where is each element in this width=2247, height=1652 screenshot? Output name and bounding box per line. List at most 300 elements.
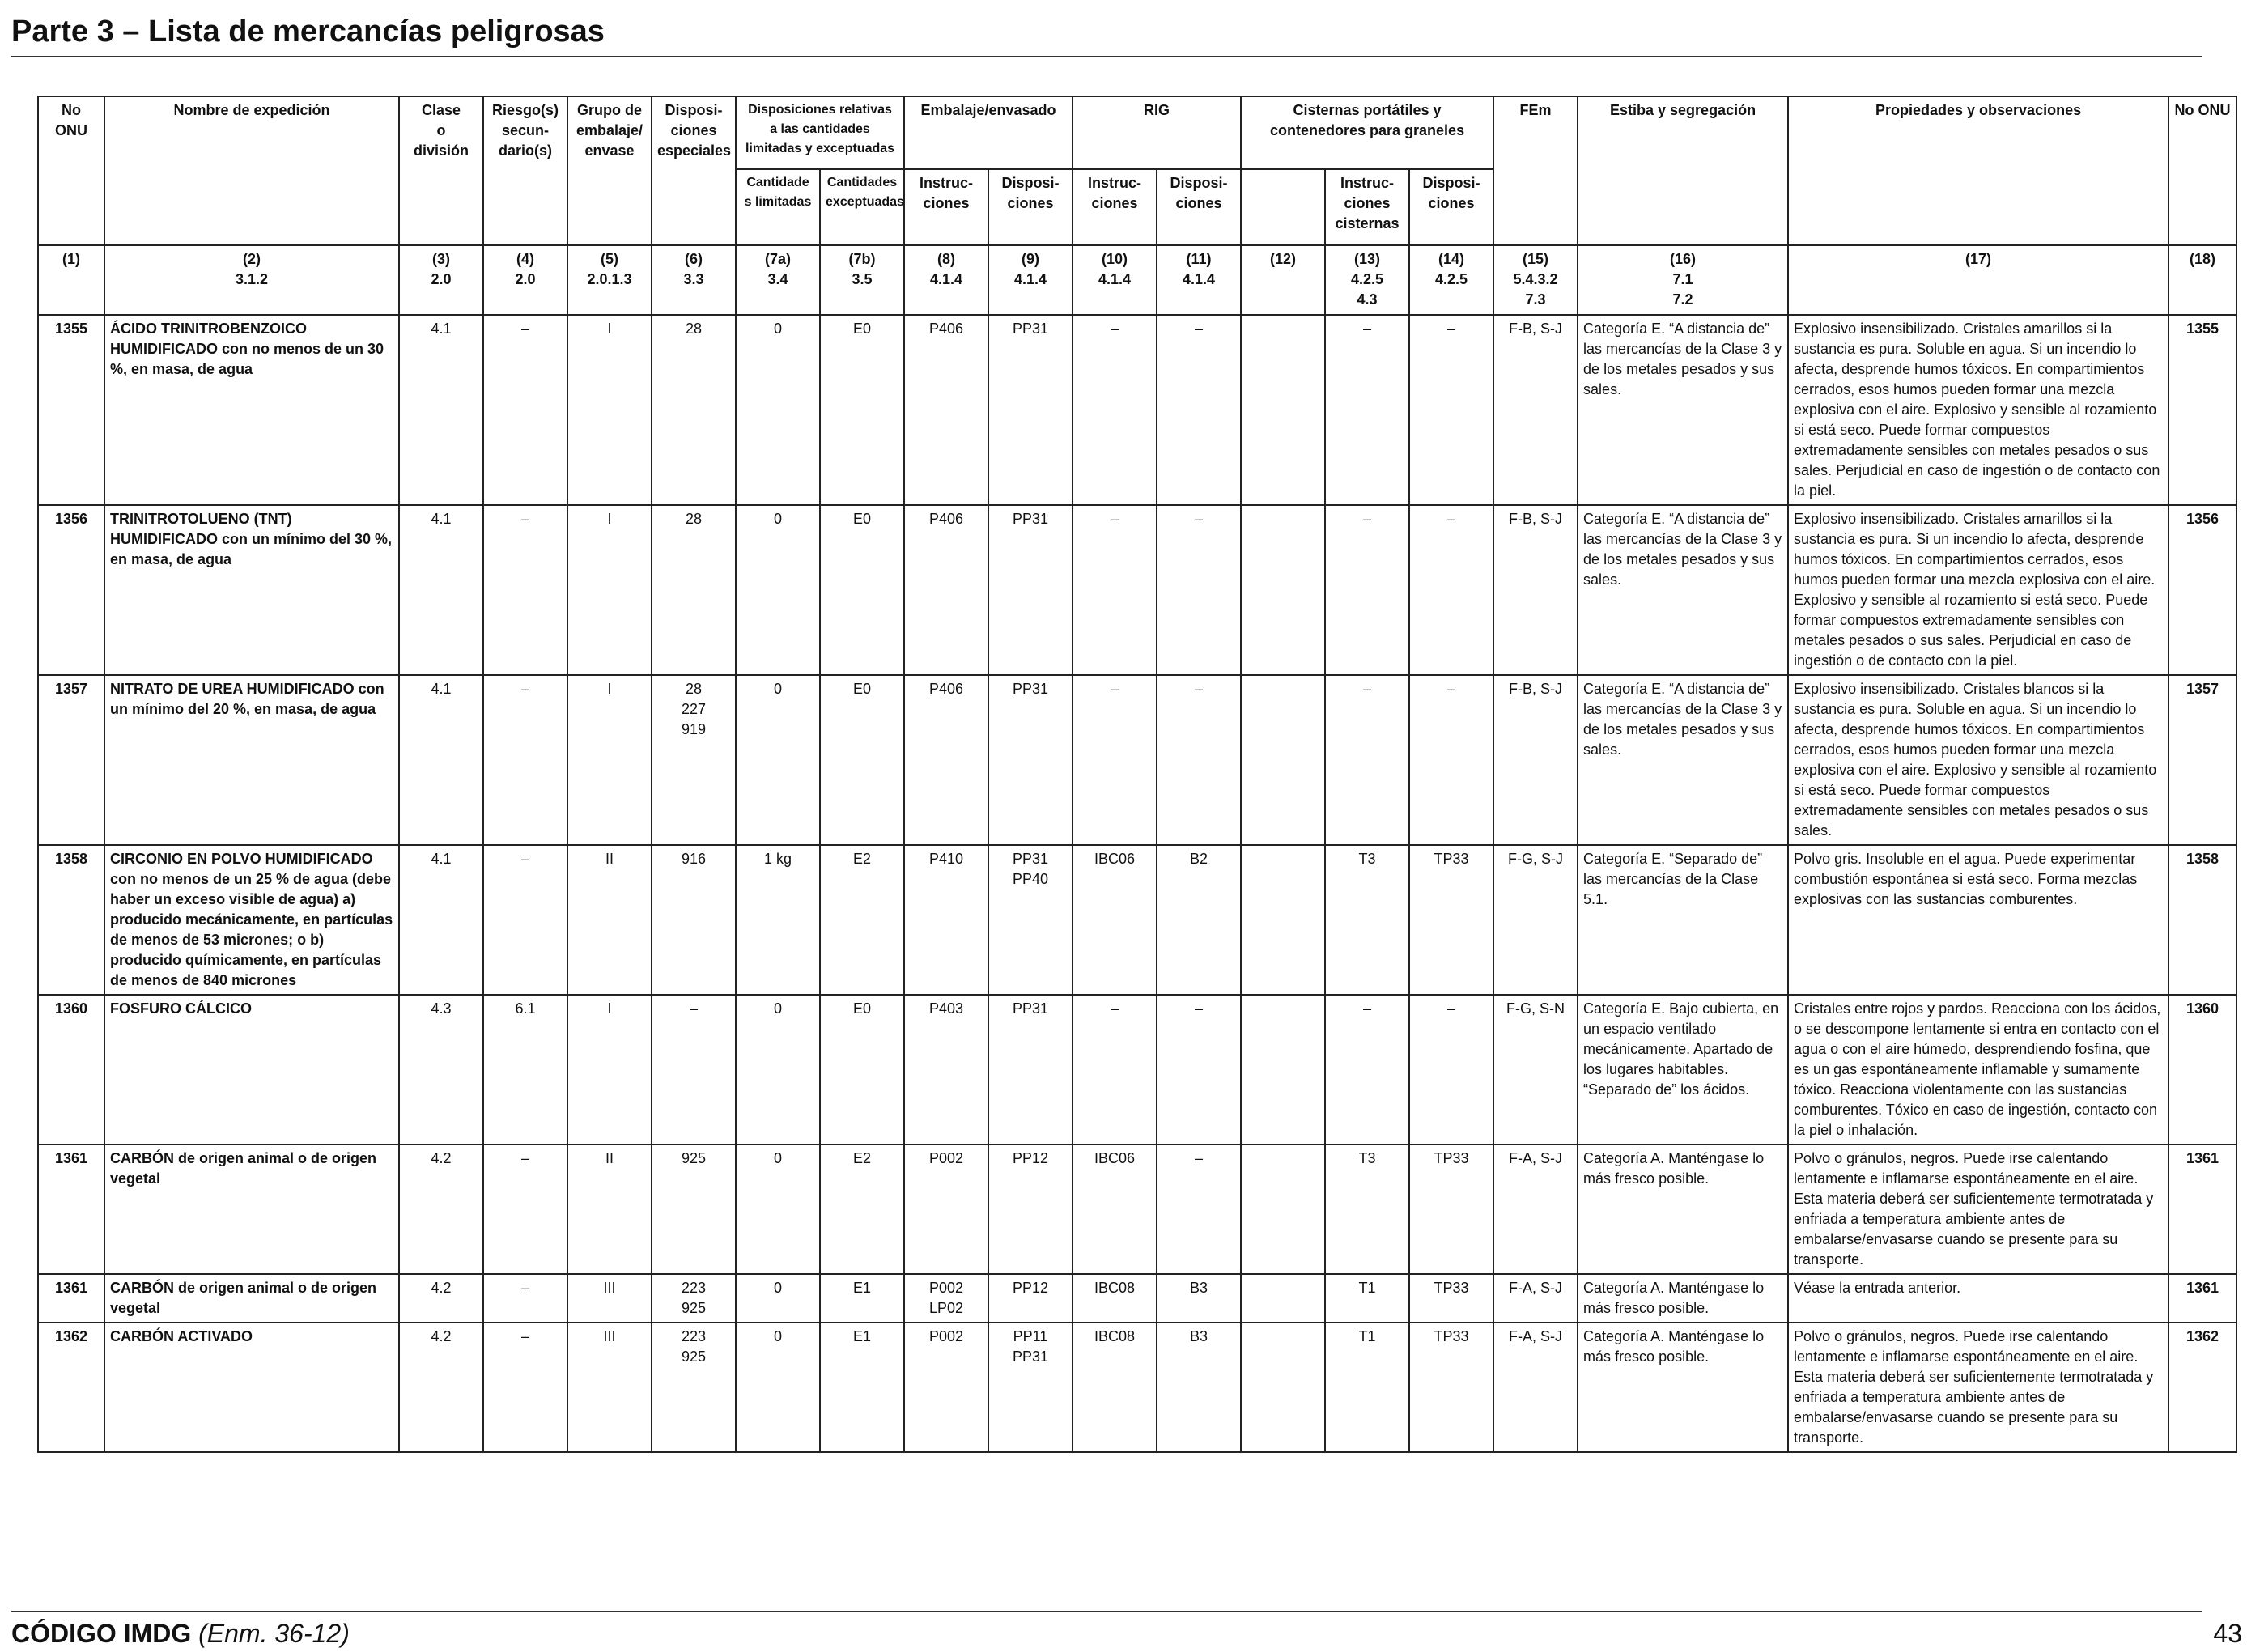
sub-risk-cell: – bbox=[483, 675, 567, 845]
limited-qty-cell: 1 kg bbox=[736, 845, 820, 995]
cell-line: Grupo de bbox=[577, 102, 642, 118]
tank-instr-cell: T3 bbox=[1325, 845, 1409, 995]
cell-line: limitadas y exceptuadas bbox=[745, 142, 895, 155]
cell-line: 227 bbox=[681, 701, 707, 717]
ibc-prov-cell: – bbox=[1157, 675, 1241, 845]
packing-prov-cell bbox=[988, 845, 1073, 995]
col-header-special-provisions bbox=[652, 96, 736, 245]
cell-line: 4.2.5 bbox=[1350, 271, 1384, 287]
sub-risk-cell: – bbox=[483, 1274, 567, 1323]
cell-line: (17) bbox=[1965, 251, 1992, 267]
special-provisions-cell bbox=[652, 1145, 736, 1274]
cell-line: (11) bbox=[1186, 251, 1212, 267]
excepted-qty-cell: E2 bbox=[820, 1145, 904, 1274]
cell-line: 2.0.1.3 bbox=[587, 271, 632, 287]
col-header-tanks bbox=[1241, 96, 1493, 169]
un-number: 1361 bbox=[38, 1145, 104, 1274]
column-number-4 bbox=[483, 245, 567, 315]
tank-instr-cell: T1 bbox=[1325, 1274, 1409, 1323]
packing-prov-cell bbox=[988, 675, 1073, 845]
tank-prov-cell: TP33 bbox=[1409, 1145, 1493, 1274]
cell-line: P002 bbox=[928, 1328, 964, 1344]
tank-instr-cell: – bbox=[1325, 675, 1409, 845]
col-header-limited-excepted bbox=[736, 96, 904, 169]
cell-line: PP31 bbox=[1012, 851, 1049, 867]
cell-line: 4.1.4 bbox=[1098, 271, 1132, 287]
col-header-tank-instr bbox=[1325, 169, 1409, 245]
packing-group-cell: II bbox=[567, 1145, 652, 1274]
cell-line: (4) bbox=[516, 251, 534, 267]
un-number-right: 1360 bbox=[2168, 995, 2236, 1145]
tank-instr-cell: – bbox=[1325, 315, 1409, 505]
cell-line: 4.1.4 bbox=[1182, 271, 1216, 287]
cell-line: (7b) bbox=[848, 251, 876, 267]
col-header-class bbox=[399, 96, 483, 245]
cell-line: 7.2 bbox=[1672, 291, 1693, 308]
footer-amendment: (Enm. 36-12) bbox=[198, 1619, 350, 1648]
packing-instr-cell bbox=[904, 675, 988, 845]
cell-line: envase bbox=[584, 142, 635, 159]
ibc-instr-cell: IBC08 bbox=[1073, 1274, 1157, 1323]
col-header-ibc-instr bbox=[1073, 169, 1157, 245]
tank-instr-cell: – bbox=[1325, 995, 1409, 1145]
limited-qty-cell: 0 bbox=[736, 1274, 820, 1323]
class-cell: 4.3 bbox=[399, 995, 483, 1145]
cell-line: Cisternas portátiles y bbox=[1293, 102, 1442, 118]
cell-line: Disposi- bbox=[665, 102, 723, 118]
excepted-qty-cell: E0 bbox=[820, 675, 904, 845]
col-header-pack-instr bbox=[904, 169, 988, 245]
cell-line: 223 bbox=[681, 1280, 707, 1296]
col-header-col12 bbox=[1241, 169, 1325, 245]
shipping-name: TRINITROTOLUENO (TNT) HUMIDIFICADO con un mínimo del 30 %, en masa, de agua bbox=[104, 505, 399, 675]
properties-cell: Explosivo insensibilizado. Cristales amarillos si la sustancia es pura. Soluble en agua. Si un incendio lo afecta, desprende humos tóxicos. En compartimientos cerrados, esos humos pueden formar una mezcla explosiva con el aire. Explosivo y sensible al rozamiento si está seco. Puede formar compuestos extremadamente sensibles con metales pesados o sus sales. Perjudicial en caso de ingestión o de contacto con la piel. bbox=[1788, 315, 2168, 505]
cell-line: P406 bbox=[928, 321, 964, 337]
col-header-un-no-right: No ONU bbox=[2168, 96, 2236, 245]
column-number-15 bbox=[1409, 245, 1493, 315]
cell-line: PP12 bbox=[1012, 1150, 1049, 1166]
col-header-stowage: Estiba y segregación bbox=[1578, 96, 1788, 245]
cell-line: 3.4 bbox=[767, 271, 788, 287]
cell-line: 925 bbox=[681, 1348, 707, 1365]
shipping-name: NITRATO DE UREA HUMIDIFICADO con un mínimo del 20 %, en masa, de agua bbox=[104, 675, 399, 845]
cell-line: PP31 bbox=[1012, 321, 1049, 337]
cell-line: (10) bbox=[1101, 251, 1128, 267]
excepted-qty-cell: E1 bbox=[820, 1323, 904, 1452]
column-number-12 bbox=[1157, 245, 1241, 315]
stowage-cell: Categoría E. “A distancia de” las mercancías de la Clase 3 y de los metales pesados y sus sales. bbox=[1578, 315, 1788, 505]
packing-group-cell: I bbox=[567, 675, 652, 845]
cell-line: 7.1 bbox=[1672, 271, 1693, 287]
packing-prov-cell bbox=[988, 315, 1073, 505]
packing-prov-cell bbox=[988, 1323, 1073, 1452]
column-number-9 bbox=[904, 245, 988, 315]
footer-document-id bbox=[11, 1619, 350, 1649]
special-provisions-cell bbox=[652, 505, 736, 675]
excepted-qty-cell: E1 bbox=[820, 1274, 904, 1323]
sub-risk-cell: – bbox=[483, 1323, 567, 1452]
col-header-excepted-qty bbox=[820, 169, 904, 245]
cell-line: contenedores para graneles bbox=[1269, 122, 1465, 138]
cell-line: 3.3 bbox=[683, 271, 704, 287]
shipping-name: CARBÓN de origen animal o de origen vegetal bbox=[104, 1145, 399, 1274]
cell-line: Instruc- bbox=[919, 175, 973, 191]
col12-cell bbox=[1241, 315, 1325, 505]
class-cell: 4.2 bbox=[399, 1274, 483, 1323]
properties-cell: Polvo o gránulos, negros. Puede irse calentando lentamente e inflamarse espontáneamente en el aire. Esta materia deberá ser suficientemente termotratada y enfriada a temperatura ambiente antes de embalarse/envasarse cuando se presente para su transporte. bbox=[1788, 1145, 2168, 1274]
cell-line: cisternas bbox=[1335, 215, 1400, 231]
tank-instr-cell: T1 bbox=[1325, 1323, 1409, 1452]
tank-prov-cell: – bbox=[1409, 315, 1493, 505]
cell-line: 4.2.5 bbox=[1435, 271, 1468, 287]
special-provisions-cell bbox=[652, 995, 736, 1145]
table-row bbox=[38, 1145, 2236, 1274]
page-title: Parte 3 – Lista de mercancías peligrosas bbox=[11, 15, 605, 49]
un-number-right: 1355 bbox=[2168, 315, 2236, 505]
un-number: 1356 bbox=[38, 505, 104, 675]
cell-line: (6) bbox=[685, 251, 703, 267]
table-row bbox=[38, 995, 2236, 1145]
ibc-instr-cell: – bbox=[1073, 505, 1157, 675]
packing-prov-cell bbox=[988, 995, 1073, 1145]
cell-line: (16) bbox=[1670, 251, 1697, 267]
properties-cell: Explosivo insensibilizado. Cristales blancos si la sustancia es pura. Soluble en agua. Si un incendio lo afecta, desprende humos tóxicos. En compartimientos cerrados, esos humos pueden formar una mezcla explosiva con el aire. Explosivo y sensible al rozamiento si está seco. Puede formar compuestos extremadamente sensibles con metales pesados o sus sales. bbox=[1788, 675, 2168, 845]
cell-line: P406 bbox=[928, 681, 964, 697]
cell-line: exceptuadas bbox=[826, 195, 904, 209]
cell-line: ciones bbox=[1175, 195, 1222, 211]
un-number: 1362 bbox=[38, 1323, 104, 1452]
shipping-name: FOSFURO CÁLCICO bbox=[104, 995, 399, 1145]
excepted-qty-cell: E2 bbox=[820, 845, 904, 995]
ems-cell: F-B, S-J bbox=[1493, 505, 1578, 675]
sub-risk-cell: – bbox=[483, 505, 567, 675]
cell-line: (14) bbox=[1438, 251, 1465, 267]
special-provisions-cell bbox=[652, 315, 736, 505]
cell-line: embalaje/ bbox=[576, 122, 644, 138]
stowage-cell: Categoría A. Manténgase lo más fresco posible. bbox=[1578, 1145, 1788, 1274]
cell-line: 919 bbox=[681, 721, 707, 737]
packing-instr-cell bbox=[904, 1274, 988, 1323]
cell-line: a las cantidades bbox=[770, 122, 870, 136]
excepted-qty-cell: E0 bbox=[820, 315, 904, 505]
cell-line: Instruc- bbox=[1087, 175, 1141, 191]
cell-line: Disposiciones relativas bbox=[748, 103, 892, 117]
shipping-name: CARBÓN de origen animal o de origen vegetal bbox=[104, 1274, 399, 1323]
table-row bbox=[38, 315, 2236, 505]
cell-line: (8) bbox=[937, 251, 955, 267]
cell-line: s limitadas bbox=[744, 195, 812, 209]
ems-cell: F-B, S-J bbox=[1493, 675, 1578, 845]
un-number: 1357 bbox=[38, 675, 104, 845]
special-provisions-cell bbox=[652, 845, 736, 995]
column-number-13 bbox=[1241, 245, 1325, 315]
packing-prov-cell bbox=[988, 1274, 1073, 1323]
ems-cell: F-G, S-N bbox=[1493, 995, 1578, 1145]
cell-line: Instruc- bbox=[1340, 175, 1395, 191]
column-number-16 bbox=[1493, 245, 1578, 315]
cell-line: (3) bbox=[432, 251, 450, 267]
un-number-right: 1356 bbox=[2168, 505, 2236, 675]
column-number-17 bbox=[1578, 245, 1788, 315]
stowage-cell: Categoría E. “A distancia de” las mercancías de la Clase 3 y de los metales pesados y sus sales. bbox=[1578, 505, 1788, 675]
col-header-properties: Propiedades y observaciones bbox=[1788, 96, 2168, 245]
cell-line: 28 bbox=[685, 511, 703, 527]
cell-line: (7a) bbox=[764, 251, 791, 267]
limited-qty-cell: 0 bbox=[736, 1323, 820, 1452]
ibc-prov-cell: – bbox=[1157, 995, 1241, 1145]
un-number: 1355 bbox=[38, 315, 104, 505]
col-header-packing: Embalaje/envasado bbox=[904, 96, 1073, 169]
ibc-prov-cell: B2 bbox=[1157, 845, 1241, 995]
cell-line: (13) bbox=[1354, 251, 1381, 267]
excepted-qty-cell: E0 bbox=[820, 505, 904, 675]
ibc-prov-cell: – bbox=[1157, 505, 1241, 675]
page-header bbox=[11, 15, 2202, 57]
ibc-instr-cell: – bbox=[1073, 675, 1157, 845]
cell-line: 4.1.4 bbox=[1013, 271, 1047, 287]
cell-line: 223 bbox=[681, 1328, 707, 1344]
cell-line: 925 bbox=[681, 1300, 707, 1316]
table-row bbox=[38, 845, 2236, 995]
table-body bbox=[38, 315, 2236, 1452]
cell-line: (9) bbox=[1022, 251, 1039, 267]
col-header-ems: FEm bbox=[1493, 96, 1578, 245]
cell-line: (18) bbox=[2190, 251, 2216, 267]
cell-line: LP02 bbox=[928, 1300, 964, 1316]
cell-line: 2.0 bbox=[515, 271, 536, 287]
cell-line: dario(s) bbox=[498, 142, 552, 159]
sub-risk-cell: – bbox=[483, 1145, 567, 1274]
special-provisions-cell bbox=[652, 1323, 736, 1452]
packing-instr-cell bbox=[904, 505, 988, 675]
cell-line: (1) bbox=[62, 251, 80, 267]
sub-risk-cell: – bbox=[483, 315, 567, 505]
un-number: 1361 bbox=[38, 1274, 104, 1323]
cell-line: PP31 bbox=[1012, 681, 1049, 697]
packing-group-cell: II bbox=[567, 845, 652, 995]
special-provisions-cell bbox=[652, 675, 736, 845]
cell-line: (5) bbox=[601, 251, 618, 267]
cell-line: (15) bbox=[1523, 251, 1549, 267]
cell-line: P002 bbox=[928, 1150, 964, 1166]
shipping-name: CARBÓN ACTIVADO bbox=[104, 1323, 399, 1452]
cell-line: ciones bbox=[923, 195, 970, 211]
class-cell: 4.1 bbox=[399, 675, 483, 845]
ibc-prov-cell: B3 bbox=[1157, 1323, 1241, 1452]
cell-line: o bbox=[436, 122, 446, 138]
cell-line: Disposi- bbox=[1170, 175, 1228, 191]
col-header-name: Nombre de expedición bbox=[104, 96, 399, 245]
column-number-18 bbox=[1788, 245, 2168, 315]
class-cell: 4.2 bbox=[399, 1323, 483, 1452]
excepted-qty-cell: E0 bbox=[820, 995, 904, 1145]
un-number-right: 1358 bbox=[2168, 845, 2236, 995]
cell-line: ciones bbox=[1007, 195, 1054, 211]
cell-line: ciones bbox=[670, 122, 717, 138]
tank-prov-cell: – bbox=[1409, 675, 1493, 845]
cell-line: Disposi- bbox=[1001, 175, 1060, 191]
column-number-3 bbox=[399, 245, 483, 315]
cell-line: P406 bbox=[928, 511, 964, 527]
un-number: 1360 bbox=[38, 995, 104, 1145]
cell-line: Disposi- bbox=[1422, 175, 1480, 191]
cell-line: PP12 bbox=[1012, 1280, 1049, 1296]
col12-cell bbox=[1241, 1145, 1325, 1274]
col-header-packing-group bbox=[567, 96, 652, 245]
cell-line: PP31 bbox=[1012, 1348, 1049, 1365]
tank-prov-cell: TP33 bbox=[1409, 845, 1493, 995]
properties-cell: Cristales entre rojos y pardos. Reacciona con los ácidos, o se descompone lentamente si entra en contacto con el agua o con el aire húmedo, desprendiendo fosfina, que es un gas espontáneamente inflamable y sumamente tóxico. Reacciona violentamente con las sustancias comburentes. Tóxico en caso de ingestión, contacto con la piel o inhalación. bbox=[1788, 995, 2168, 1145]
table-row bbox=[38, 1323, 2236, 1452]
un-number: 1358 bbox=[38, 845, 104, 995]
tank-prov-cell: – bbox=[1409, 505, 1493, 675]
properties-cell: Explosivo insensibilizado. Cristales amarillos si la sustancia es pura. Si un incendio lo afecta, desprende humos tóxicos. En compartimientos cerrados, esos humos pueden formar una mezcla explosiva con el aire. Explosivo y sensible al rozamiento si está seco. Puede formar compuestos extremadamente sensibles con metales pesados o sus sales. Perjudicial en caso de ingestión o de contacto con la piel. bbox=[1788, 505, 2168, 675]
tank-prov-cell: – bbox=[1409, 995, 1493, 1145]
cell-line: (2) bbox=[243, 251, 261, 267]
column-number-2 bbox=[104, 245, 399, 315]
col-header-sub-risk bbox=[483, 96, 567, 245]
stowage-cell: Categoría A. Manténgase lo más fresco posible. bbox=[1578, 1323, 1788, 1452]
ems-cell: F-B, S-J bbox=[1493, 315, 1578, 505]
cell-line: división bbox=[413, 142, 469, 159]
ems-cell: F-G, S-J bbox=[1493, 845, 1578, 995]
stowage-cell: Categoría E. “Separado de” las mercancías de la Clase 5.1. bbox=[1578, 845, 1788, 995]
stowage-cell: Categoría A. Manténgase lo más fresco posible. bbox=[1578, 1274, 1788, 1323]
cell-line: 916 bbox=[681, 851, 707, 867]
table-row bbox=[38, 505, 2236, 675]
limited-qty-cell: 0 bbox=[736, 995, 820, 1145]
sub-risk-cell: 6.1 bbox=[483, 995, 567, 1145]
stowage-cell: Categoría E. “A distancia de” las mercancías de la Clase 3 y de los metales pesados y sus sales. bbox=[1578, 675, 1788, 845]
cell-line: 28 bbox=[685, 681, 703, 697]
packing-group-cell: I bbox=[567, 315, 652, 505]
ems-cell: F-A, S-J bbox=[1493, 1145, 1578, 1274]
packing-group-cell: I bbox=[567, 995, 652, 1145]
cell-line: – bbox=[689, 1000, 698, 1017]
col-header-un-no: No ONU bbox=[38, 96, 104, 245]
cell-line: PP40 bbox=[1012, 871, 1049, 887]
ems-cell: F-A, S-J bbox=[1493, 1274, 1578, 1323]
col-header-pack-prov bbox=[988, 169, 1073, 245]
table-container bbox=[37, 96, 2236, 1453]
dangerous-goods-table bbox=[37, 96, 2237, 1453]
table-row bbox=[38, 1274, 2236, 1323]
cell-line: PP31 bbox=[1012, 511, 1049, 527]
packing-group-cell: III bbox=[567, 1323, 652, 1452]
ibc-instr-cell: – bbox=[1073, 995, 1157, 1145]
cell-line: 7.3 bbox=[1525, 291, 1546, 308]
stowage-cell: Categoría E. Bajo cubierta, en un espacio ventilado mecánicamente. Apartado de los lugares habitables. “Separado de” los ácidos. bbox=[1578, 995, 1788, 1145]
cell-line: Riesgo(s) bbox=[491, 102, 559, 118]
cell-line: 5.4.3.2 bbox=[1513, 271, 1558, 287]
limited-qty-cell: 0 bbox=[736, 315, 820, 505]
column-number-7 bbox=[736, 245, 820, 315]
class-cell: 4.1 bbox=[399, 315, 483, 505]
cell-line: PP11 bbox=[1013, 1328, 1048, 1344]
column-number-6 bbox=[652, 245, 736, 315]
cell-line: (12) bbox=[1270, 251, 1297, 267]
cell-line: Clase bbox=[421, 102, 461, 118]
packing-instr-cell bbox=[904, 845, 988, 995]
shipping-name: ÁCIDO TRINITROBENZOICO HUMIDIFICADO con no menos de un 30 %, en masa, de agua bbox=[104, 315, 399, 505]
properties-cell: Polvo gris. Insoluble en el agua. Puede experimentar combustión espontánea si está seco. Forma mezclas explosivas con las sustancias comburentes. bbox=[1788, 845, 2168, 995]
col12-cell bbox=[1241, 675, 1325, 845]
cell-line: P403 bbox=[928, 1000, 964, 1017]
sub-risk-cell: – bbox=[483, 845, 567, 995]
col-header-ibc: RIG bbox=[1073, 96, 1241, 169]
limited-qty-cell: 0 bbox=[736, 505, 820, 675]
page-number: 43 bbox=[2213, 1619, 2242, 1648]
cell-line: 3.5 bbox=[852, 271, 873, 287]
un-number-right: 1361 bbox=[2168, 1145, 2236, 1274]
tank-prov-cell: TP33 bbox=[1409, 1323, 1493, 1452]
column-number-10 bbox=[988, 245, 1073, 315]
footer-code: CÓDIGO IMDG bbox=[11, 1619, 192, 1648]
ibc-instr-cell: IBC08 bbox=[1073, 1323, 1157, 1452]
ibc-instr-cell: – bbox=[1073, 315, 1157, 505]
col-header-limited-qty bbox=[736, 169, 820, 245]
cell-line: 2.0 bbox=[431, 271, 452, 287]
column-number-8 bbox=[820, 245, 904, 315]
cell-line: ciones bbox=[1428, 195, 1475, 211]
ibc-instr-cell: IBC06 bbox=[1073, 845, 1157, 995]
col12-cell bbox=[1241, 1323, 1325, 1452]
limited-qty-cell: 0 bbox=[736, 675, 820, 845]
un-number-right: 1361 bbox=[2168, 1274, 2236, 1323]
limited-qty-cell: 0 bbox=[736, 1145, 820, 1274]
cell-line: 4.1.4 bbox=[929, 271, 963, 287]
tank-instr-cell: T3 bbox=[1325, 1145, 1409, 1274]
ibc-prov-cell: – bbox=[1157, 1145, 1241, 1274]
tank-instr-cell: – bbox=[1325, 505, 1409, 675]
column-number-1 bbox=[38, 245, 104, 315]
column-number-19 bbox=[2168, 245, 2236, 315]
packing-group-cell: I bbox=[567, 505, 652, 675]
table-row bbox=[38, 675, 2236, 845]
cell-line: P410 bbox=[928, 851, 964, 867]
cell-line: 925 bbox=[681, 1150, 707, 1166]
ibc-prov-cell: – bbox=[1157, 315, 1241, 505]
packing-prov-cell bbox=[988, 1145, 1073, 1274]
cell-line: secun- bbox=[501, 122, 550, 138]
packing-group-cell: III bbox=[567, 1274, 652, 1323]
col12-cell bbox=[1241, 1274, 1325, 1323]
ems-cell: F-A, S-J bbox=[1493, 1323, 1578, 1452]
cell-line: ciones bbox=[1091, 195, 1138, 211]
cell-line: 28 bbox=[685, 321, 703, 337]
column-number-5 bbox=[567, 245, 652, 315]
cell-line: ciones bbox=[1344, 195, 1391, 211]
properties-cell: Polvo o gránulos, negros. Puede irse calentando lentamente e inflamarse espontáneamente en el aire. Esta materia deberá ser suficientemente termotratada y enfriada a temperatura ambiente antes de embalarse/envasarse cuando se presente para su transporte. bbox=[1788, 1323, 2168, 1452]
cell-line: 4.3 bbox=[1357, 291, 1378, 308]
col-header-ibc-prov bbox=[1157, 169, 1241, 245]
cell-line: 3.1.2 bbox=[235, 271, 269, 287]
class-cell: 4.1 bbox=[399, 505, 483, 675]
page-footer bbox=[11, 1611, 2242, 1649]
column-number-11 bbox=[1073, 245, 1157, 315]
col12-cell bbox=[1241, 505, 1325, 675]
class-cell: 4.2 bbox=[399, 1145, 483, 1274]
un-number-right: 1357 bbox=[2168, 675, 2236, 845]
packing-instr-cell bbox=[904, 1145, 988, 1274]
shipping-name: CIRCONIO EN POLVO HUMIDIFICADO con no menos de un 25 % de agua (debe haber un exceso visible de agua) a) producido mecánicamente, en partículas de menos de 53 micrones; o b) producido químicamente, en partículas de menos de 840 micrones bbox=[104, 845, 399, 995]
properties-cell: Véase la entrada anterior. bbox=[1788, 1274, 2168, 1323]
cell-line: Cantidades bbox=[826, 176, 898, 189]
ibc-prov-cell: B3 bbox=[1157, 1274, 1241, 1323]
col-header-tank-prov bbox=[1409, 169, 1493, 245]
un-number-right: 1362 bbox=[2168, 1323, 2236, 1452]
col12-cell bbox=[1241, 995, 1325, 1145]
